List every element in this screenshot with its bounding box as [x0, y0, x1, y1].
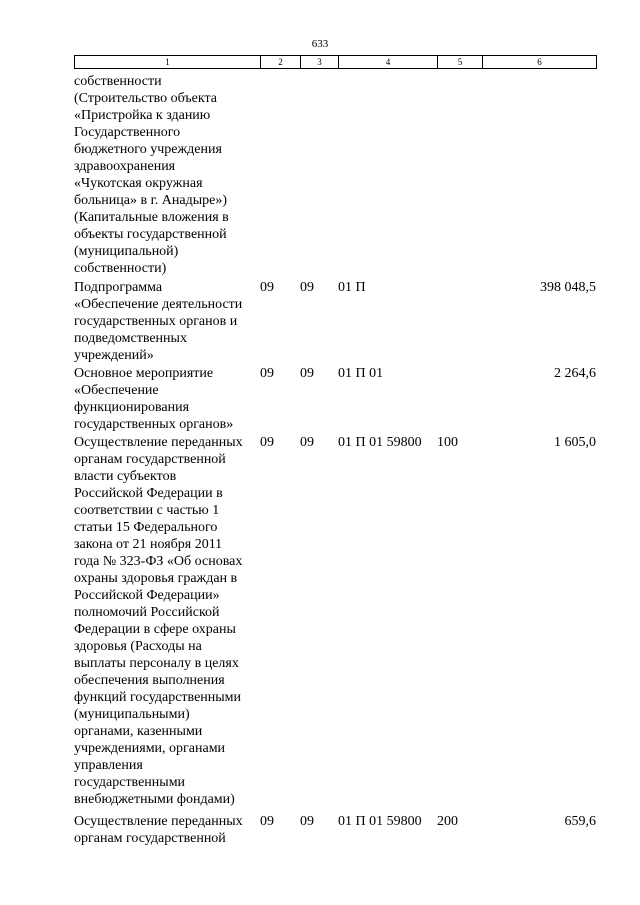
column-3-value: 09 [300, 813, 314, 829]
row-name-line: Основное мероприятие [74, 366, 214, 382]
column-2-value: 09 [260, 366, 274, 382]
row-name-line: функционирования [74, 400, 190, 416]
row-name-line: объекты государственной [74, 227, 227, 242]
row-name-line: бюджетного учреждения [74, 142, 222, 157]
row-name-line: (Строительство объекта [74, 91, 217, 106]
row-name-line: государственных органов» [74, 417, 234, 433]
row-name-line: полномочий Российской [74, 605, 220, 621]
column-3-value: 09 [300, 280, 314, 296]
header-col-2: 2 [261, 56, 301, 69]
row-name-line: здравоохранения [74, 159, 176, 174]
table-header [74, 55, 597, 69]
row-name-line: Федерации в сфере охраны [74, 622, 236, 638]
column-6-value: 659,6 [564, 813, 596, 829]
row-name-line: функций государственными [74, 690, 242, 706]
column-3-value: 09 [300, 435, 314, 451]
column-4-value: 01 П [338, 280, 366, 296]
row-name-line: «Чукотская окружная [74, 176, 203, 191]
column-4-value: 01 П 01 59800 [338, 435, 422, 451]
row-name [74, 365, 260, 433]
row-name-line: «Обеспечение деятельности [74, 297, 243, 313]
column-5-value: 100 [437, 435, 458, 451]
row-name-line: (муниципальными) [74, 707, 190, 723]
row-name-line: Осуществление переданных [74, 435, 243, 451]
row-name-line: власти субъектов [74, 469, 177, 485]
row-name-line: Российской Федерации» [74, 588, 220, 604]
column-2-value: 09 [260, 435, 274, 451]
row-name-line: органам государственной [74, 830, 226, 846]
row-name-line: (Капитальные вложения в [74, 210, 229, 225]
row-name-line: органам государственной [74, 452, 226, 468]
column-3-value: 09 [300, 366, 314, 382]
row-name-line: охраны здоровья граждан в [74, 571, 238, 587]
row-name-line: учреждениями, органами [74, 741, 226, 757]
row-name-line: здоровья (Расходы на [74, 639, 202, 655]
row-name-line: собственности) [74, 261, 167, 276]
row-name-line: государственных органов и [74, 314, 238, 330]
row-name-line: обеспечения выполнения [74, 673, 225, 689]
column-5-value: 200 [437, 813, 458, 829]
row-name [74, 279, 260, 364]
column-6-value: 398 048,5 [540, 280, 596, 296]
header-col-6: 6 [483, 56, 597, 69]
header-col-1: 1 [75, 56, 261, 69]
row-name-line: «Обеспечение [74, 383, 159, 399]
row-name-line: соответствии с частью 1 [74, 503, 220, 519]
column-2-value: 09 [260, 813, 274, 829]
row-name-line: Подпрограмма [74, 280, 163, 296]
row-name-line: внебюджетными фондами) [74, 792, 235, 808]
column-2-value: 09 [260, 280, 274, 296]
row-name-line: государственными [74, 775, 186, 791]
row-name-line: учреждений» [74, 348, 154, 364]
row-name-line: Российской Федерации в [74, 486, 223, 502]
header-col-3: 3 [301, 56, 339, 69]
row-name-line: собственности [74, 74, 162, 89]
column-4-value: 01 П 01 [338, 366, 384, 382]
row-name [74, 73, 260, 277]
row-name-line: Государственного [74, 125, 181, 140]
column-4-value: 01 П 01 59800 [338, 813, 422, 829]
row-name-line: Осуществление переданных [74, 813, 243, 829]
row-name-line: подведомственных [74, 331, 187, 347]
row-name-line: (муниципальной) [74, 244, 179, 259]
row-name-line: года № 323-ФЗ «Об основах [74, 554, 243, 570]
row-name-line: статьи 15 Федерального [74, 520, 218, 536]
column-6-value: 1 605,0 [554, 435, 596, 451]
row-name-line: выплаты персоналу в целях [74, 656, 239, 672]
row-name [74, 813, 260, 847]
row-name-line: органами, казенными [74, 724, 203, 740]
column-6-value: 2 264,6 [554, 366, 596, 382]
row-name-line: больница» в г. Анадыре») [74, 193, 227, 208]
row-name-line: управления [74, 758, 143, 774]
header-col-5: 5 [438, 56, 483, 69]
row-name-line: закона от 21 ноября 2011 [74, 537, 223, 553]
header-col-4: 4 [339, 56, 438, 69]
row-name [74, 434, 260, 808]
page-number: 633 [311, 38, 329, 50]
row-name-line: «Пристройка к зданию [74, 108, 211, 123]
